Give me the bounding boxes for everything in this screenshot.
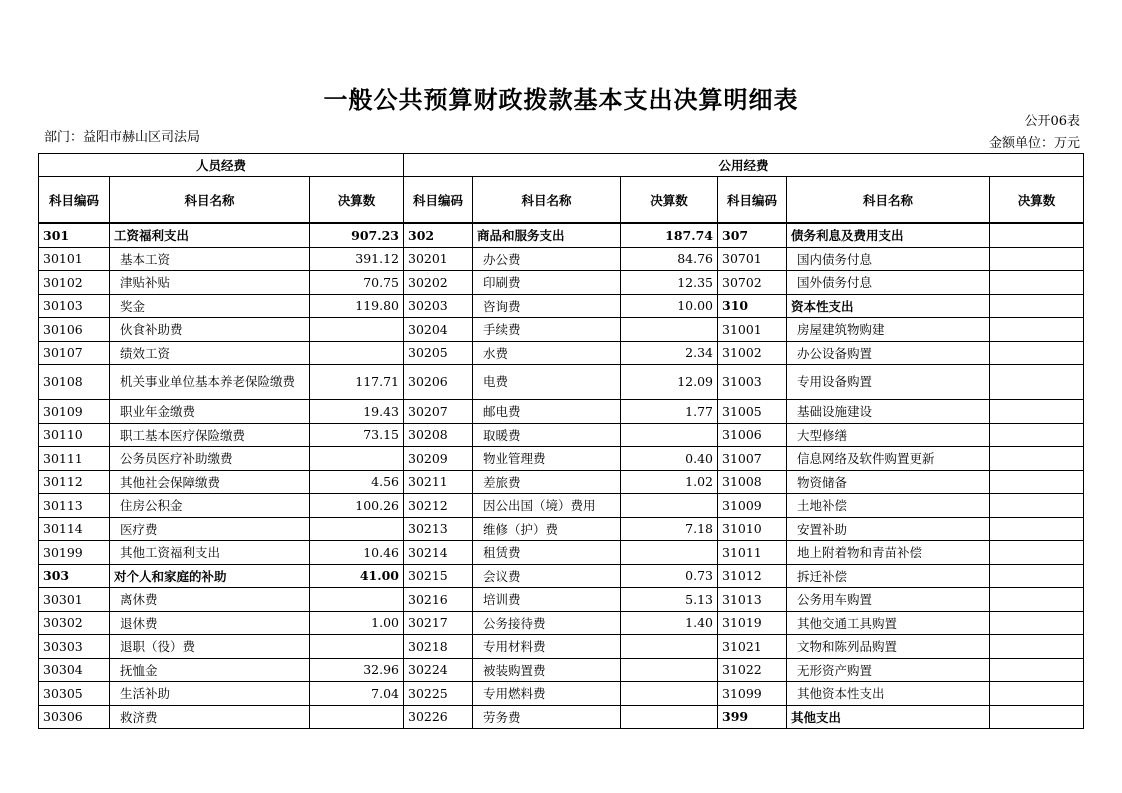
- amount-cell: 0.73: [621, 564, 718, 588]
- amount-cell: 32.96: [310, 658, 404, 682]
- subject-name-cell: 专用设备购置: [787, 365, 990, 400]
- table-row: [39, 271, 1084, 295]
- subject-name-cell: 基本工资: [110, 247, 310, 271]
- subject-name-cell: 职业年金缴费: [110, 400, 310, 424]
- amount-cell: [621, 682, 718, 706]
- amount-cell: 12.35: [621, 271, 718, 295]
- subject-code-cell: 30304: [39, 658, 110, 682]
- subject-code-cell: 30302: [39, 611, 110, 635]
- subject-name-cell: 基础设施建设: [787, 400, 990, 424]
- subject-name-cell: 劳务费: [473, 705, 621, 729]
- subject-name-cell: 办公设备购置: [787, 341, 990, 365]
- subject-name-cell: 维修（护）费: [473, 517, 621, 541]
- subject-name-cell: 培训费: [473, 588, 621, 612]
- table-row: [39, 588, 1084, 612]
- subject-code-cell: 30112: [39, 470, 110, 494]
- subject-code-cell: 31003: [718, 365, 787, 400]
- col-header-amount: 决算数: [990, 177, 1084, 224]
- col-header-code: 科目编码: [718, 177, 787, 224]
- amount-cell: 2.34: [621, 341, 718, 365]
- amount-cell: [990, 494, 1084, 518]
- amount-cell: [990, 318, 1084, 342]
- amount-cell: [990, 682, 1084, 706]
- subject-name-cell: 工资福利支出: [110, 223, 310, 247]
- subject-name-cell: 因公出国（境）费用: [473, 494, 621, 518]
- table-row: [39, 635, 1084, 659]
- amount-cell: 1.77: [621, 400, 718, 424]
- subject-name-cell: 地上附着物和青苗补偿: [787, 541, 990, 565]
- subject-name-cell: 其他社会保障缴费: [110, 470, 310, 494]
- subject-code-cell: 30108: [39, 365, 110, 400]
- amount-cell: 100.26: [310, 494, 404, 518]
- subject-code-cell: 30110: [39, 423, 110, 447]
- amount-cell: [990, 341, 1084, 365]
- subject-name-cell: 对个人和家庭的补助: [110, 564, 310, 588]
- amount-cell: [310, 588, 404, 612]
- table-row: [39, 564, 1084, 588]
- table-row: [39, 247, 1084, 271]
- subject-name-cell: 会议费: [473, 564, 621, 588]
- amount-cell: 1.40: [621, 611, 718, 635]
- amount-cell: 7.04: [310, 682, 404, 706]
- table-row: [39, 400, 1084, 424]
- subject-name-cell: 机关事业单位基本养老保险缴费: [110, 365, 310, 400]
- subject-code-cell: 30226: [404, 705, 473, 729]
- amount-cell: [621, 494, 718, 518]
- subject-code-cell: 30101: [39, 247, 110, 271]
- amount-cell: [310, 517, 404, 541]
- subject-code-cell: 31009: [718, 494, 787, 518]
- subject-code-cell: 30217: [404, 611, 473, 635]
- amount-cell: 4.56: [310, 470, 404, 494]
- col-header-name: 科目名称: [787, 177, 990, 224]
- subject-code-cell: 31010: [718, 517, 787, 541]
- subject-name-cell: 国外债务付息: [787, 271, 990, 295]
- subject-name-cell: 其他工资福利支出: [110, 541, 310, 565]
- subject-code-cell: 30206: [404, 365, 473, 400]
- expenditure-table: [38, 153, 1084, 729]
- subject-name-cell: 抚恤金: [110, 658, 310, 682]
- subject-code-cell: 307: [718, 223, 787, 247]
- subject-name-cell: 生活补助: [110, 682, 310, 706]
- amount-cell: 5.13: [621, 588, 718, 612]
- amount-cell: 391.12: [310, 247, 404, 271]
- subject-name-cell: 专用材料费: [473, 635, 621, 659]
- col-header-code: 科目编码: [39, 177, 110, 224]
- amount-cell: [621, 541, 718, 565]
- subject-code-cell: 30218: [404, 635, 473, 659]
- subject-name-cell: 专用燃料费: [473, 682, 621, 706]
- subject-code-cell: 31021: [718, 635, 787, 659]
- subject-code-cell: 301: [39, 223, 110, 247]
- column-header-row: [39, 177, 1084, 224]
- subject-code-cell: 31012: [718, 564, 787, 588]
- subject-code-cell: 30213: [404, 517, 473, 541]
- amount-cell: [990, 294, 1084, 318]
- amount-cell: 117.71: [310, 365, 404, 400]
- amount-cell: 119.80: [310, 294, 404, 318]
- col-header-name: 科目名称: [473, 177, 621, 224]
- subject-code-cell: 30306: [39, 705, 110, 729]
- subject-name-cell: 信息网络及软件购置更新: [787, 447, 990, 471]
- subject-code-cell: 30224: [404, 658, 473, 682]
- amount-cell: 73.15: [310, 423, 404, 447]
- subject-code-cell: 30211: [404, 470, 473, 494]
- subject-code-cell: 31011: [718, 541, 787, 565]
- subject-name-cell: 公务员医疗补助缴费: [110, 447, 310, 471]
- subject-name-cell: 奖金: [110, 294, 310, 318]
- amount-cell: 70.75: [310, 271, 404, 295]
- subject-code-cell: 30305: [39, 682, 110, 706]
- amount-cell: [621, 423, 718, 447]
- subject-name-cell: 手续费: [473, 318, 621, 342]
- subject-code-cell: 30102: [39, 271, 110, 295]
- table-row: [39, 294, 1084, 318]
- table-row: [39, 423, 1084, 447]
- subject-code-cell: 30303: [39, 635, 110, 659]
- col-header-code: 科目编码: [404, 177, 473, 224]
- table-row: [39, 223, 1084, 247]
- subject-code-cell: 30215: [404, 564, 473, 588]
- subject-code-cell: 30216: [404, 588, 473, 612]
- subject-code-cell: 30205: [404, 341, 473, 365]
- subject-name-cell: 商品和服务支出: [473, 223, 621, 247]
- subject-code-cell: 30204: [404, 318, 473, 342]
- table-row: [39, 447, 1084, 471]
- amount-cell: [310, 318, 404, 342]
- subject-code-cell: 30301: [39, 588, 110, 612]
- subject-name-cell: 办公费: [473, 247, 621, 271]
- amount-cell: [621, 658, 718, 682]
- subject-code-cell: 30107: [39, 341, 110, 365]
- subject-name-cell: 国内债务付息: [787, 247, 990, 271]
- amount-cell: [990, 271, 1084, 295]
- subject-code-cell: 31019: [718, 611, 787, 635]
- subject-name-cell: 资本性支出: [787, 294, 990, 318]
- amount-cell: [990, 635, 1084, 659]
- amount-cell: [310, 635, 404, 659]
- subject-code-cell: 30214: [404, 541, 473, 565]
- subject-code-cell: 31099: [718, 682, 787, 706]
- subject-code-cell: 31007: [718, 447, 787, 471]
- amount-cell: [621, 705, 718, 729]
- amount-cell: [310, 447, 404, 471]
- subject-name-cell: 取暖费: [473, 423, 621, 447]
- subject-code-cell: 30207: [404, 400, 473, 424]
- subject-code-cell: 30209: [404, 447, 473, 471]
- subject-code-cell: 399: [718, 705, 787, 729]
- subject-name-cell: 邮电费: [473, 400, 621, 424]
- amount-cell: 12.09: [621, 365, 718, 400]
- subject-name-cell: 印刷费: [473, 271, 621, 295]
- page-title: 一般公共预算财政拨款基本支出决算明细表: [323, 85, 799, 114]
- amount-cell: 41.00: [310, 564, 404, 588]
- subject-code-cell: 30225: [404, 682, 473, 706]
- col-header-name: 科目名称: [110, 177, 310, 224]
- amount-cell: 0.40: [621, 447, 718, 471]
- subject-name-cell: 退职（役）费: [110, 635, 310, 659]
- subject-code-cell: 30212: [404, 494, 473, 518]
- subject-code-cell: 30201: [404, 247, 473, 271]
- table-row: [39, 517, 1084, 541]
- amount-cell: 1.02: [621, 470, 718, 494]
- table-row: [39, 541, 1084, 565]
- amount-cell: [990, 517, 1084, 541]
- table-row: [39, 365, 1084, 400]
- subject-name-cell: 公务接待费: [473, 611, 621, 635]
- table-row: [39, 470, 1084, 494]
- subject-name-cell: 差旅费: [473, 470, 621, 494]
- subject-name-cell: 大型修缮: [787, 423, 990, 447]
- subject-code-cell: 30114: [39, 517, 110, 541]
- amount-cell: 84.76: [621, 247, 718, 271]
- subject-name-cell: 租赁费: [473, 541, 621, 565]
- subject-name-cell: 物业管理费: [473, 447, 621, 471]
- department-label: 部门：益阳市赫山区司法局: [44, 130, 201, 145]
- group-header-public: 公用经费: [404, 154, 1084, 177]
- subject-name-cell: 房屋建筑物购建: [787, 318, 990, 342]
- subject-name-cell: 电费: [473, 365, 621, 400]
- subject-code-cell: 30109: [39, 400, 110, 424]
- subject-code-cell: 303: [39, 564, 110, 588]
- subject-code-cell: 31008: [718, 470, 787, 494]
- amount-cell: [990, 588, 1084, 612]
- subject-code-cell: 30103: [39, 294, 110, 318]
- amount-cell: [310, 705, 404, 729]
- subject-code-cell: 31022: [718, 658, 787, 682]
- amount-cell: [990, 564, 1084, 588]
- subject-code-cell: 31013: [718, 588, 787, 612]
- subject-name-cell: 职工基本医疗保险缴费: [110, 423, 310, 447]
- subject-code-cell: 302: [404, 223, 473, 247]
- form-number: 公开06表: [1024, 114, 1080, 129]
- amount-cell: [990, 705, 1084, 729]
- subject-code-cell: 31005: [718, 400, 787, 424]
- subject-code-cell: 30111: [39, 447, 110, 471]
- amount-cell: [990, 365, 1084, 400]
- subject-name-cell: 拆迁补偿: [787, 564, 990, 588]
- table-row: [39, 318, 1084, 342]
- subject-name-cell: 其他资本性支出: [787, 682, 990, 706]
- amount-cell: [990, 541, 1084, 565]
- amount-cell: [990, 247, 1084, 271]
- table-row: [39, 658, 1084, 682]
- subject-code-cell: 31002: [718, 341, 787, 365]
- amount-cell: [990, 400, 1084, 424]
- amount-cell: 10.46: [310, 541, 404, 565]
- amount-cell: [990, 223, 1084, 247]
- col-header-amount: 决算数: [310, 177, 404, 224]
- subject-name-cell: 住房公积金: [110, 494, 310, 518]
- amount-cell: [621, 318, 718, 342]
- group-header-row: [39, 154, 1084, 177]
- subject-code-cell: 30106: [39, 318, 110, 342]
- subject-name-cell: 债务利息及费用支出: [787, 223, 990, 247]
- subject-name-cell: 退休费: [110, 611, 310, 635]
- group-header-personnel: 人员经费: [39, 154, 404, 177]
- amount-cell: [990, 447, 1084, 471]
- subject-name-cell: 津贴补贴: [110, 271, 310, 295]
- subject-name-cell: 咨询费: [473, 294, 621, 318]
- subject-code-cell: 31001: [718, 318, 787, 342]
- table-row: [39, 341, 1084, 365]
- subject-name-cell: 离休费: [110, 588, 310, 612]
- subject-code-cell: 30701: [718, 247, 787, 271]
- amount-unit: 金额单位：万元: [988, 136, 1080, 151]
- subject-name-cell: 医疗费: [110, 517, 310, 541]
- table-row: [39, 611, 1084, 635]
- subject-code-cell: 30203: [404, 294, 473, 318]
- amount-cell: [990, 470, 1084, 494]
- subject-code-cell: 30199: [39, 541, 110, 565]
- subject-name-cell: 其他支出: [787, 705, 990, 729]
- col-header-amount: 决算数: [621, 177, 718, 224]
- amount-cell: 10.00: [621, 294, 718, 318]
- subject-code-cell: 30208: [404, 423, 473, 447]
- amount-cell: [990, 423, 1084, 447]
- amount-cell: [990, 658, 1084, 682]
- amount-cell: [310, 341, 404, 365]
- amount-cell: [621, 635, 718, 659]
- amount-cell: 1.00: [310, 611, 404, 635]
- table-row: [39, 494, 1084, 518]
- subject-name-cell: 水费: [473, 341, 621, 365]
- subject-name-cell: 文物和陈列品购置: [787, 635, 990, 659]
- subject-name-cell: 救济费: [110, 705, 310, 729]
- subject-code-cell: 30113: [39, 494, 110, 518]
- table-row: [39, 682, 1084, 706]
- subject-code-cell: 30202: [404, 271, 473, 295]
- subject-code-cell: 31006: [718, 423, 787, 447]
- subject-name-cell: 土地补偿: [787, 494, 990, 518]
- amount-cell: 7.18: [621, 517, 718, 541]
- subject-name-cell: 无形资产购置: [787, 658, 990, 682]
- subject-name-cell: 安置补助: [787, 517, 990, 541]
- subject-name-cell: 其他交通工具购置: [787, 611, 990, 635]
- subject-name-cell: 绩效工资: [110, 341, 310, 365]
- subject-name-cell: 被装购置费: [473, 658, 621, 682]
- subject-name-cell: 物资储备: [787, 470, 990, 494]
- amount-cell: [990, 611, 1084, 635]
- amount-cell: 19.43: [310, 400, 404, 424]
- amount-cell: 907.23: [310, 223, 404, 247]
- subject-name-cell: 伙食补助费: [110, 318, 310, 342]
- subject-code-cell: 310: [718, 294, 787, 318]
- amount-cell: 187.74: [621, 223, 718, 247]
- subject-name-cell: 公务用车购置: [787, 588, 990, 612]
- subject-code-cell: 30702: [718, 271, 787, 295]
- table-row: [39, 705, 1084, 729]
